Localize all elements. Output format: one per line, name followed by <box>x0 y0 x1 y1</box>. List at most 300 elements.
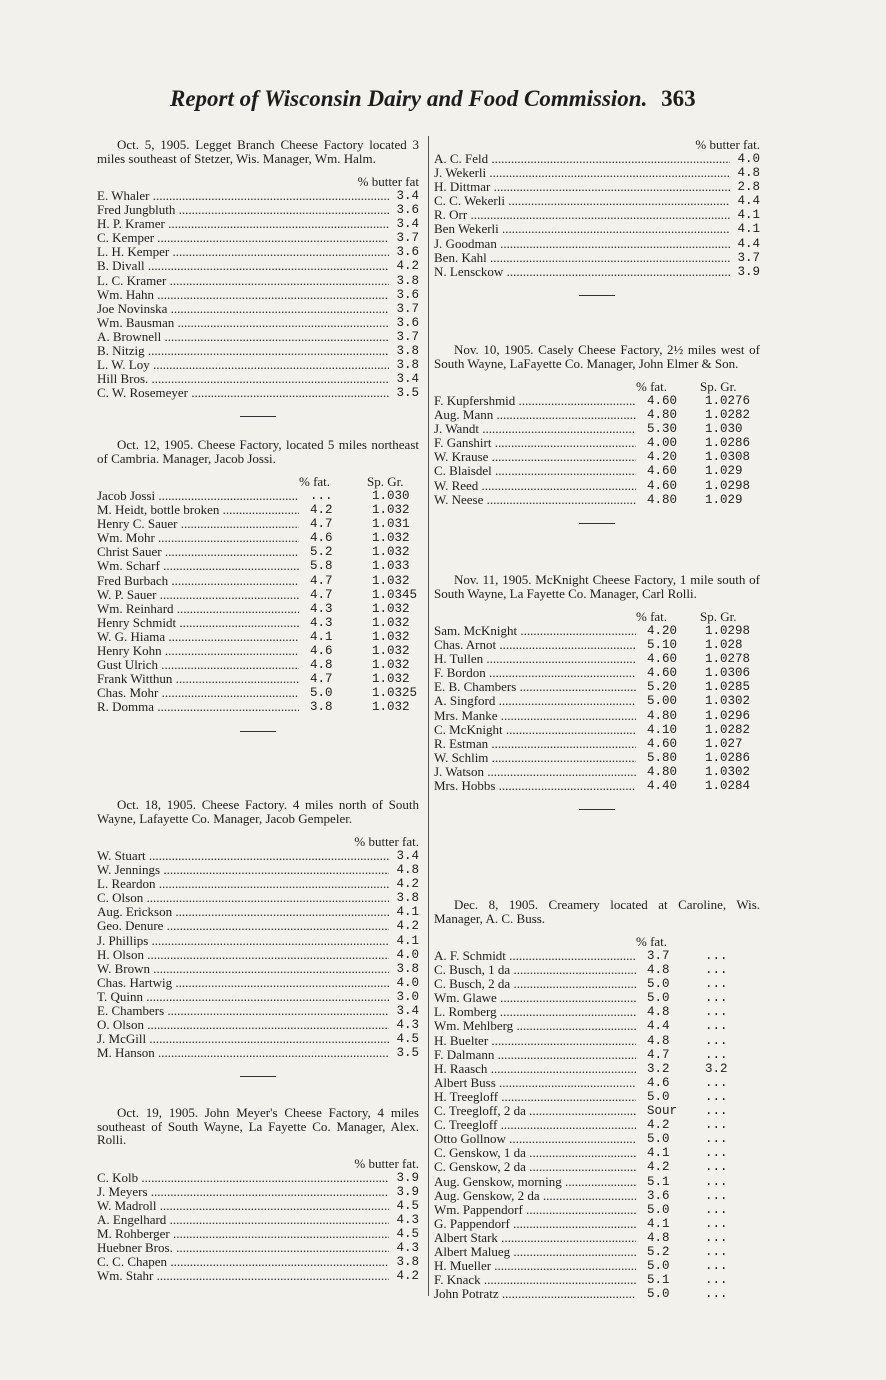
row-value: 3.8 <box>393 1255 419 1269</box>
section-intro: Oct. 5, 1905. Legget Branch Cheese Factory located 3 miles southeast of Stetzer, Wis. Manager, Wm. Halm. <box>97 137 419 166</box>
table-row <box>434 666 760 680</box>
table-row <box>97 1046 419 1060</box>
table-row <box>97 531 419 545</box>
table-row <box>97 658 419 672</box>
table-row <box>97 386 419 400</box>
row-name: Chas. Arnot ..... <box>434 638 636 652</box>
row-value-secondary: 1.0285 <box>702 680 750 694</box>
section-intro: Nov. 11, 1905. McKnight Cheese Factory, 1 mile south of South Wayne, La Fayette Co. Manager, Carl Rolli. <box>434 572 760 601</box>
column-heading-label: % fat. <box>636 379 668 394</box>
row-value-secondary: 3.2 <box>702 1062 728 1076</box>
column-heading <box>97 1157 419 1171</box>
row-name: H. Buelter ..... <box>434 1034 636 1048</box>
row-value: 4.1 <box>644 1146 670 1160</box>
table-row <box>434 493 760 507</box>
row-value: 4.2 <box>393 919 419 933</box>
table-row <box>97 962 419 976</box>
row-value-secondary: 1.032 <box>369 602 410 616</box>
table-row <box>434 709 760 723</box>
row-value-secondary: ... <box>702 1146 728 1160</box>
row-value-secondary: 1.032 <box>369 545 410 559</box>
table-row <box>97 948 419 962</box>
table-row <box>434 422 760 436</box>
table-row <box>97 1255 419 1269</box>
row-value: 5.0 <box>644 1132 670 1146</box>
row-value: 4.5 <box>393 1227 419 1241</box>
column-heading <box>434 380 760 394</box>
table-row <box>97 630 419 644</box>
row-value: 5.80 <box>644 751 677 765</box>
table-row <box>97 919 419 933</box>
row-value-secondary: ... <box>702 1090 728 1104</box>
row-name: Wm. Scharf ..... <box>97 559 299 573</box>
row-value: 4.0 <box>734 152 760 166</box>
row-value-secondary: ... <box>702 963 728 977</box>
row-value: ... <box>307 489 333 503</box>
row-value: 4.6 <box>644 1076 670 1090</box>
row-value-secondary: 1.0286 <box>702 751 750 765</box>
row-value-secondary: 1.030 <box>702 422 743 436</box>
table-row <box>97 503 419 517</box>
table-row <box>97 934 419 948</box>
table-row <box>97 1171 419 1185</box>
table-row <box>434 237 760 251</box>
table-row <box>434 779 760 793</box>
running-title: Report of Wisconsin Dairy and Food Commission. <box>170 86 648 111</box>
row-value: 3.4 <box>393 372 419 386</box>
row-value: 4.7 <box>307 588 333 602</box>
row-value: 4.1 <box>734 222 760 236</box>
row-value-secondary: 1.0278 <box>702 652 750 666</box>
table-row <box>97 1213 419 1227</box>
table-row <box>434 152 760 166</box>
row-name: Aug. Genskow, morning ..... <box>434 1175 636 1189</box>
row-value: 3.5 <box>393 386 419 400</box>
row-value-secondary: ... <box>702 1189 728 1203</box>
row-value: 4.60 <box>644 394 677 408</box>
row-name: J. Wekerli ..... <box>434 166 730 180</box>
row-value-secondary: 1.033 <box>369 559 410 573</box>
column-divider <box>428 136 429 1296</box>
table-row <box>97 288 419 302</box>
row-value: 3.8 <box>393 344 419 358</box>
row-name: Aug. Genskow, 2 da ..... <box>434 1189 636 1203</box>
table-row <box>97 1004 419 1018</box>
row-value-secondary: ... <box>702 1273 728 1287</box>
table-row <box>97 644 419 658</box>
row-name: J. Goodman ..... <box>434 237 730 251</box>
table-row <box>434 1217 760 1231</box>
table-row <box>97 1241 419 1255</box>
row-value-secondary: 1.031 <box>369 517 410 531</box>
table-row <box>434 624 760 638</box>
row-name: J. Wandt ..... <box>434 422 636 436</box>
column-heading-label: Sp. Gr. <box>700 379 737 394</box>
column-heading-label: % butter fat. <box>354 834 419 849</box>
table-row <box>434 1203 760 1217</box>
row-name: A. Singford ..... <box>434 694 636 708</box>
table-row <box>434 1175 760 1189</box>
row-name: W. Krause ..... <box>434 450 636 464</box>
table-row <box>97 372 419 386</box>
row-name: Wm. Bausman ..... <box>97 316 389 330</box>
row-name: H. Olson ..... <box>97 948 389 962</box>
row-name: Christ Sauer ..... <box>97 545 299 559</box>
row-name: Wm. Mohr ..... <box>97 531 299 545</box>
row-name: C. McKnight ..... <box>434 723 636 737</box>
row-name: Wm. Stahr ..... <box>97 1269 389 1283</box>
row-value: 4.2 <box>393 259 419 273</box>
table-row <box>434 1048 760 1062</box>
row-value-secondary: 1.0298 <box>702 624 750 638</box>
row-value-secondary: 1.027 <box>702 737 743 751</box>
row-name: C. C. Chapen ..... <box>97 1255 389 1269</box>
row-name: N. Lensckow ..... <box>434 265 730 279</box>
row-name: Mrs. Hobbs ..... <box>434 779 636 793</box>
table-row <box>434 166 760 180</box>
table-row <box>97 274 419 288</box>
row-value: 4.60 <box>644 464 677 478</box>
row-value: 3.8 <box>393 358 419 372</box>
section-separator <box>240 731 276 732</box>
section-intro: Nov. 10, 1905. Casely Cheese Factory, 2½ miles west of South Wayne, LaFayette Co. Manager, John Elmer & Son. <box>434 342 760 371</box>
table-row <box>434 436 760 450</box>
row-value: 3.5 <box>393 1046 419 1060</box>
row-name: Albert Buss ..... <box>434 1076 636 1090</box>
row-value-secondary: ... <box>702 991 728 1005</box>
table-row <box>97 905 419 919</box>
row-value: 4.8 <box>644 1231 670 1245</box>
report-section <box>97 798 419 1093</box>
row-value: 5.2 <box>644 1245 670 1259</box>
row-name: C. Busch, 2 da ..... <box>434 977 636 991</box>
column-heading-label: Sp. Gr. <box>367 474 404 489</box>
table-row <box>434 638 760 652</box>
row-value: 4.3 <box>393 1018 419 1032</box>
row-value: 4.6 <box>307 531 333 545</box>
row-value-secondary: 1.032 <box>369 644 410 658</box>
row-name: C. Treegloff, 2 da ..... <box>434 1104 636 1118</box>
row-name: Henry C. Sauer ..... <box>97 517 299 531</box>
row-value: 5.0 <box>644 977 670 991</box>
table-row <box>97 574 419 588</box>
report-section <box>97 138 419 433</box>
row-value: 3.6 <box>644 1189 670 1203</box>
table-row <box>97 358 419 372</box>
table-row <box>97 602 419 616</box>
row-value: 3.2 <box>644 1062 670 1076</box>
row-value: 4.2 <box>644 1160 670 1174</box>
row-value: 5.20 <box>644 680 677 694</box>
row-value-secondary: ... <box>702 1048 728 1062</box>
row-value: 4.6 <box>307 644 333 658</box>
row-value-secondary: 1.029 <box>702 464 743 478</box>
table-row <box>434 1118 760 1132</box>
row-value: 4.4 <box>734 194 760 208</box>
row-name: John Potratz ..... <box>434 1287 636 1301</box>
table-row <box>434 1287 760 1301</box>
row-value: 5.1 <box>644 1273 670 1287</box>
row-name: C. Treegloff ..... <box>434 1118 636 1132</box>
row-value: 4.80 <box>644 408 677 422</box>
column-heading-label: % fat. <box>636 609 668 624</box>
column-heading-label: Sp. Gr. <box>700 609 737 624</box>
table-row <box>97 316 419 330</box>
row-value: 4.4 <box>734 237 760 251</box>
row-name: Jacob Jossi ..... <box>97 489 299 503</box>
row-name: Hill Bros. ..... <box>97 372 389 386</box>
table-row <box>97 1018 419 1032</box>
row-value: 4.8 <box>644 963 670 977</box>
row-name: R. Domma ..... <box>97 700 299 714</box>
table-row <box>97 990 419 1004</box>
row-name: Gust Ulrich ..... <box>97 658 299 672</box>
table-row <box>434 1104 760 1118</box>
row-name: Aug. Mann ..... <box>434 408 636 422</box>
row-value: 4.8 <box>393 863 419 877</box>
row-name: J. Meyers ..... <box>97 1185 389 1199</box>
row-value: 4.2 <box>644 1118 670 1132</box>
row-value-secondary: ... <box>702 1175 728 1189</box>
row-value: 4.3 <box>393 1241 419 1255</box>
table-row <box>434 450 760 464</box>
row-value: 5.10 <box>644 638 677 652</box>
row-value-secondary: ... <box>702 1005 728 1019</box>
table-row <box>434 1146 760 1160</box>
row-value: 3.9 <box>393 1171 419 1185</box>
row-value: 4.60 <box>644 479 677 493</box>
row-value: 5.0 <box>644 1259 670 1273</box>
table-row <box>434 737 760 751</box>
row-value: 4.2 <box>393 877 419 891</box>
row-value-secondary: 1.032 <box>369 616 410 630</box>
row-name: F. Dalmann ..... <box>434 1048 636 1062</box>
row-value: 5.0 <box>644 1203 670 1217</box>
section-intro: Dec. 8, 1905. Creamery located at Caroline, Wis. Manager, A. C. Buss. <box>434 897 760 926</box>
row-name: L. H. Kemper ..... <box>97 245 389 259</box>
row-value-secondary: 1.0306 <box>702 666 750 680</box>
row-value-secondary: ... <box>702 1118 728 1132</box>
row-value-secondary: ... <box>702 1245 728 1259</box>
row-value: 3.6 <box>393 203 419 217</box>
section-separator <box>240 1076 276 1077</box>
row-value: 4.7 <box>644 1048 670 1062</box>
row-value: 4.3 <box>393 1213 419 1227</box>
row-name: W. Madroll ..... <box>97 1199 389 1213</box>
row-value: 3.8 <box>393 962 419 976</box>
row-name: H. Raasch ..... <box>434 1062 636 1076</box>
row-value: 5.0 <box>644 1287 670 1301</box>
column-heading-label: % fat. <box>636 934 668 949</box>
row-value-secondary: ... <box>702 1287 728 1301</box>
table-row <box>97 849 419 863</box>
column-heading <box>97 835 419 849</box>
column-heading <box>97 175 419 189</box>
row-value: 4.4 <box>644 1019 670 1033</box>
table-row <box>97 1032 419 1046</box>
row-value: 3.4 <box>393 849 419 863</box>
table-row <box>434 1062 760 1076</box>
table-row <box>434 751 760 765</box>
row-value-secondary: ... <box>702 1019 728 1033</box>
table-row <box>97 203 419 217</box>
row-name: J. Phillips ..... <box>97 934 389 948</box>
row-name: W. Stuart ..... <box>97 849 389 863</box>
row-value-secondary: ... <box>702 1034 728 1048</box>
column-heading-label: % butter fat <box>357 174 419 189</box>
row-value-secondary: 1.030 <box>369 489 410 503</box>
row-value: 3.7 <box>393 231 419 245</box>
row-name: B. Nitzig ..... <box>97 344 389 358</box>
row-name: C. W. Rosemeyer ..... <box>97 386 389 400</box>
row-name: W. G. Hiama ..... <box>97 630 299 644</box>
row-value: 4.7 <box>307 574 333 588</box>
table-row <box>434 963 760 977</box>
report-section <box>434 573 760 826</box>
row-value-secondary: 1.032 <box>369 574 410 588</box>
table-row <box>434 194 760 208</box>
table-row <box>97 1269 419 1283</box>
row-value: 4.1 <box>393 934 419 948</box>
row-name: Joe Novinska ..... <box>97 302 389 316</box>
row-value: 2.8 <box>734 180 760 194</box>
row-name: Ben Wekerli ..... <box>434 222 730 236</box>
row-name: W. P. Sauer ..... <box>97 588 299 602</box>
table-row <box>97 891 419 905</box>
row-value-secondary: 1.032 <box>369 531 410 545</box>
table-row <box>97 976 419 990</box>
row-value: 4.60 <box>644 737 677 751</box>
column-heading <box>434 610 760 624</box>
table-row <box>97 700 419 714</box>
section-intro: Oct. 12, 1905. Cheese Factory, located 5 miles northeast of Cambria. Manager, Jacob Jossi. <box>97 437 419 466</box>
row-name: Mrs. Manke ..... <box>434 709 636 723</box>
row-value-secondary: 1.032 <box>369 672 410 686</box>
table-row <box>97 877 419 891</box>
row-value: 5.8 <box>307 559 333 573</box>
table-row <box>434 394 760 408</box>
row-value-secondary: 1.0325 <box>369 686 417 700</box>
section-intro: Oct. 18, 1905. Cheese Factory. 4 miles north of South Wayne, Lafayette Co. Manager, Jacob Gempeler. <box>97 797 419 826</box>
page-header <box>170 86 770 112</box>
row-value-secondary: ... <box>702 977 728 991</box>
row-name: E. B. Chambers ..... <box>434 680 636 694</box>
row-name: A. Brownell ..... <box>97 330 389 344</box>
table-row <box>97 259 419 273</box>
row-value-secondary: 1.0308 <box>702 450 750 464</box>
row-value: 3.8 <box>393 891 419 905</box>
row-value: 4.0 <box>393 976 419 990</box>
table-row <box>97 517 419 531</box>
row-name: C. Olson ..... <box>97 891 389 905</box>
row-value: 4.1 <box>393 905 419 919</box>
row-value-secondary: ... <box>702 1104 728 1118</box>
row-value-secondary: 1.0286 <box>702 436 750 450</box>
table-row <box>97 489 419 503</box>
table-row <box>434 1005 760 1019</box>
row-name: F. Bordon ..... <box>434 666 636 680</box>
table-row <box>97 588 419 602</box>
row-name: Chas. Mohr ..... <box>97 686 299 700</box>
table-row <box>97 559 419 573</box>
row-value: 4.8 <box>644 1034 670 1048</box>
row-name: L. Reardon ..... <box>97 877 389 891</box>
table-row <box>97 616 419 630</box>
row-value-secondary: 1.0298 <box>702 479 750 493</box>
row-value: 5.0 <box>644 1090 670 1104</box>
table-row <box>434 1090 760 1104</box>
table-row <box>434 1160 760 1174</box>
row-value-secondary: 1.0302 <box>702 765 750 779</box>
row-value: 4.20 <box>644 450 677 464</box>
row-value-secondary: ... <box>702 1203 728 1217</box>
row-name: H. Treegloff ..... <box>434 1090 636 1104</box>
row-value-secondary: 1.0276 <box>702 394 750 408</box>
row-name: T. Quinn ..... <box>97 990 389 1004</box>
table-row <box>434 1273 760 1287</box>
row-value: Sour <box>644 1104 677 1118</box>
row-value: 4.40 <box>644 779 677 793</box>
table-row <box>434 408 760 422</box>
row-value: 3.9 <box>393 1185 419 1199</box>
row-name: M. Heidt, bottle broken ..... <box>97 503 299 517</box>
row-name: Frank Witthun ..... <box>97 672 299 686</box>
row-value-secondary: 1.032 <box>369 700 410 714</box>
row-value: 4.3 <box>307 602 333 616</box>
row-value-secondary: 1.0284 <box>702 779 750 793</box>
table-row <box>434 222 760 236</box>
row-name: E. Whaler ..... <box>97 189 389 203</box>
row-value-secondary: 1.029 <box>702 493 743 507</box>
row-name: J. Watson ..... <box>434 765 636 779</box>
report-section <box>434 138 760 312</box>
row-value: 4.5 <box>393 1199 419 1213</box>
row-value-secondary: ... <box>702 1076 728 1090</box>
table-row <box>434 680 760 694</box>
table-row <box>434 694 760 708</box>
row-value-secondary: 1.0282 <box>702 723 750 737</box>
row-name: L. C. Kramer ..... <box>97 274 389 288</box>
row-name: Wm. Reinhard ..... <box>97 602 299 616</box>
row-value: 4.80 <box>644 765 677 779</box>
row-value: 4.7 <box>307 672 333 686</box>
table-row <box>97 686 419 700</box>
table-row <box>434 991 760 1005</box>
column-heading-label: % butter fat. <box>354 1155 419 1171</box>
row-name: Geo. Denure ..... <box>97 919 389 933</box>
column-heading-label: % butter fat. <box>695 137 760 152</box>
table-row <box>434 1189 760 1203</box>
row-value-secondary: 1.0296 <box>702 709 750 723</box>
row-name: Henry Kohn ..... <box>97 644 299 658</box>
row-value-secondary: 1.032 <box>369 630 410 644</box>
row-name: O. Olson ..... <box>97 1018 389 1032</box>
row-value-secondary: 1.028 <box>702 638 743 652</box>
row-value: 3.7 <box>393 302 419 316</box>
row-value: 4.00 <box>644 436 677 450</box>
row-name: H. P. Kramer ..... <box>97 217 389 231</box>
table-row <box>97 231 419 245</box>
row-value: 4.60 <box>644 652 677 666</box>
row-value: 3.7 <box>393 330 419 344</box>
column-heading <box>434 138 760 152</box>
row-value-secondary: ... <box>702 1259 728 1273</box>
report-section <box>434 343 760 540</box>
row-name: H. Tullen ..... <box>434 652 636 666</box>
row-name: Otto Gollnow ..... <box>434 1132 636 1146</box>
row-name: C. C. Wekerli ..... <box>434 194 730 208</box>
row-name: Albert Malueg ..... <box>434 1245 636 1259</box>
